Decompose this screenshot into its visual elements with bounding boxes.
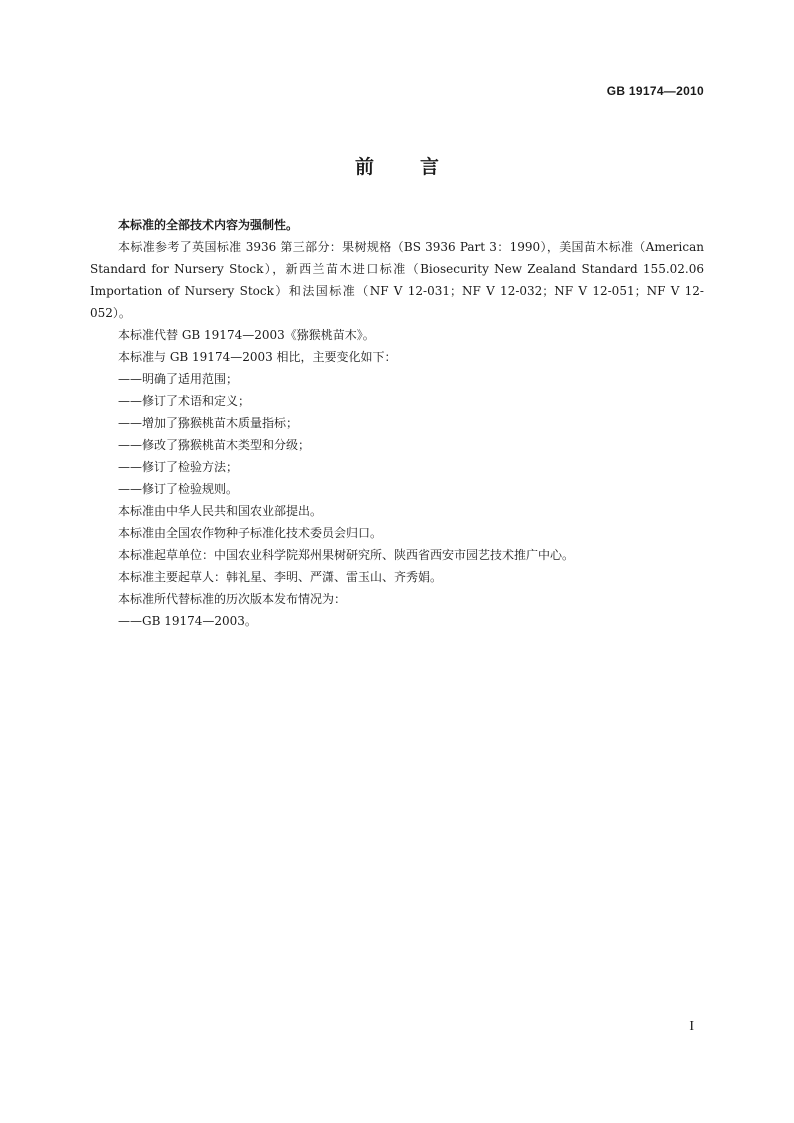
changes-intro: 本标准与 GB 19174—2003 相比，主要变化如下： xyxy=(118,350,397,364)
previous-edition-item: ——GB 19174—2003。 xyxy=(118,614,257,628)
change-item: ——修订了术语和定义； xyxy=(118,394,251,408)
change-item: ——明确了适用范围； xyxy=(118,372,239,386)
change-item: ——修订了检验规则。 xyxy=(118,482,239,496)
proposed-by-statement: 本标准由中华人民共和国农业部提出。 xyxy=(118,504,323,518)
page-number: I xyxy=(689,1019,694,1034)
drafting-units-statement: 本标准起草单位：中国农业科学院郑州果树研究所、陕西省西安市园艺技术推广中心。 xyxy=(118,548,575,562)
change-item: ——修订了检验方法； xyxy=(118,460,239,474)
page-title xyxy=(0,152,794,179)
previous-editions-intro: 本标准所代替标准的历次版本发布情况为： xyxy=(118,592,347,606)
reference-standards-paragraph: 本标准参考了英国标准 3936 第三部分：果树规格（BS 3936 Part 3：1990），美国苗木标准（American Standard for Nursery Stock），新西兰苗木进口标准（Biosecurity New Zealand Standard 155.02.06 Importation of Nursery Stock）和法国标准（NF V 12-031；NF V 12-032；NF V 12-051；NF V 12-052）。 xyxy=(90,240,704,320)
replaces-statement: 本标准代替 GB 19174—2003《猕猴桃苗木》。 xyxy=(118,328,375,342)
drafters-statement: 本标准主要起草人：韩礼星、李明、严潇、雷玉山、齐秀娟。 xyxy=(118,570,443,584)
title-char-second: 言 xyxy=(420,156,440,178)
standard-code: GB 19174—2010 xyxy=(606,84,704,98)
mandatory-statement: 本标准的全部技术内容为强制性。 xyxy=(118,218,299,232)
foreword-body xyxy=(90,214,704,632)
change-item: ——修改了猕猴桃苗木类型和分级； xyxy=(118,438,311,452)
title-char-first: 前 xyxy=(354,156,374,178)
change-item: ——增加了猕猴桃苗木质量指标； xyxy=(118,416,299,430)
centralized-by-statement: 本标准由全国农作物种子标准化技术委员会归口。 xyxy=(118,526,383,540)
